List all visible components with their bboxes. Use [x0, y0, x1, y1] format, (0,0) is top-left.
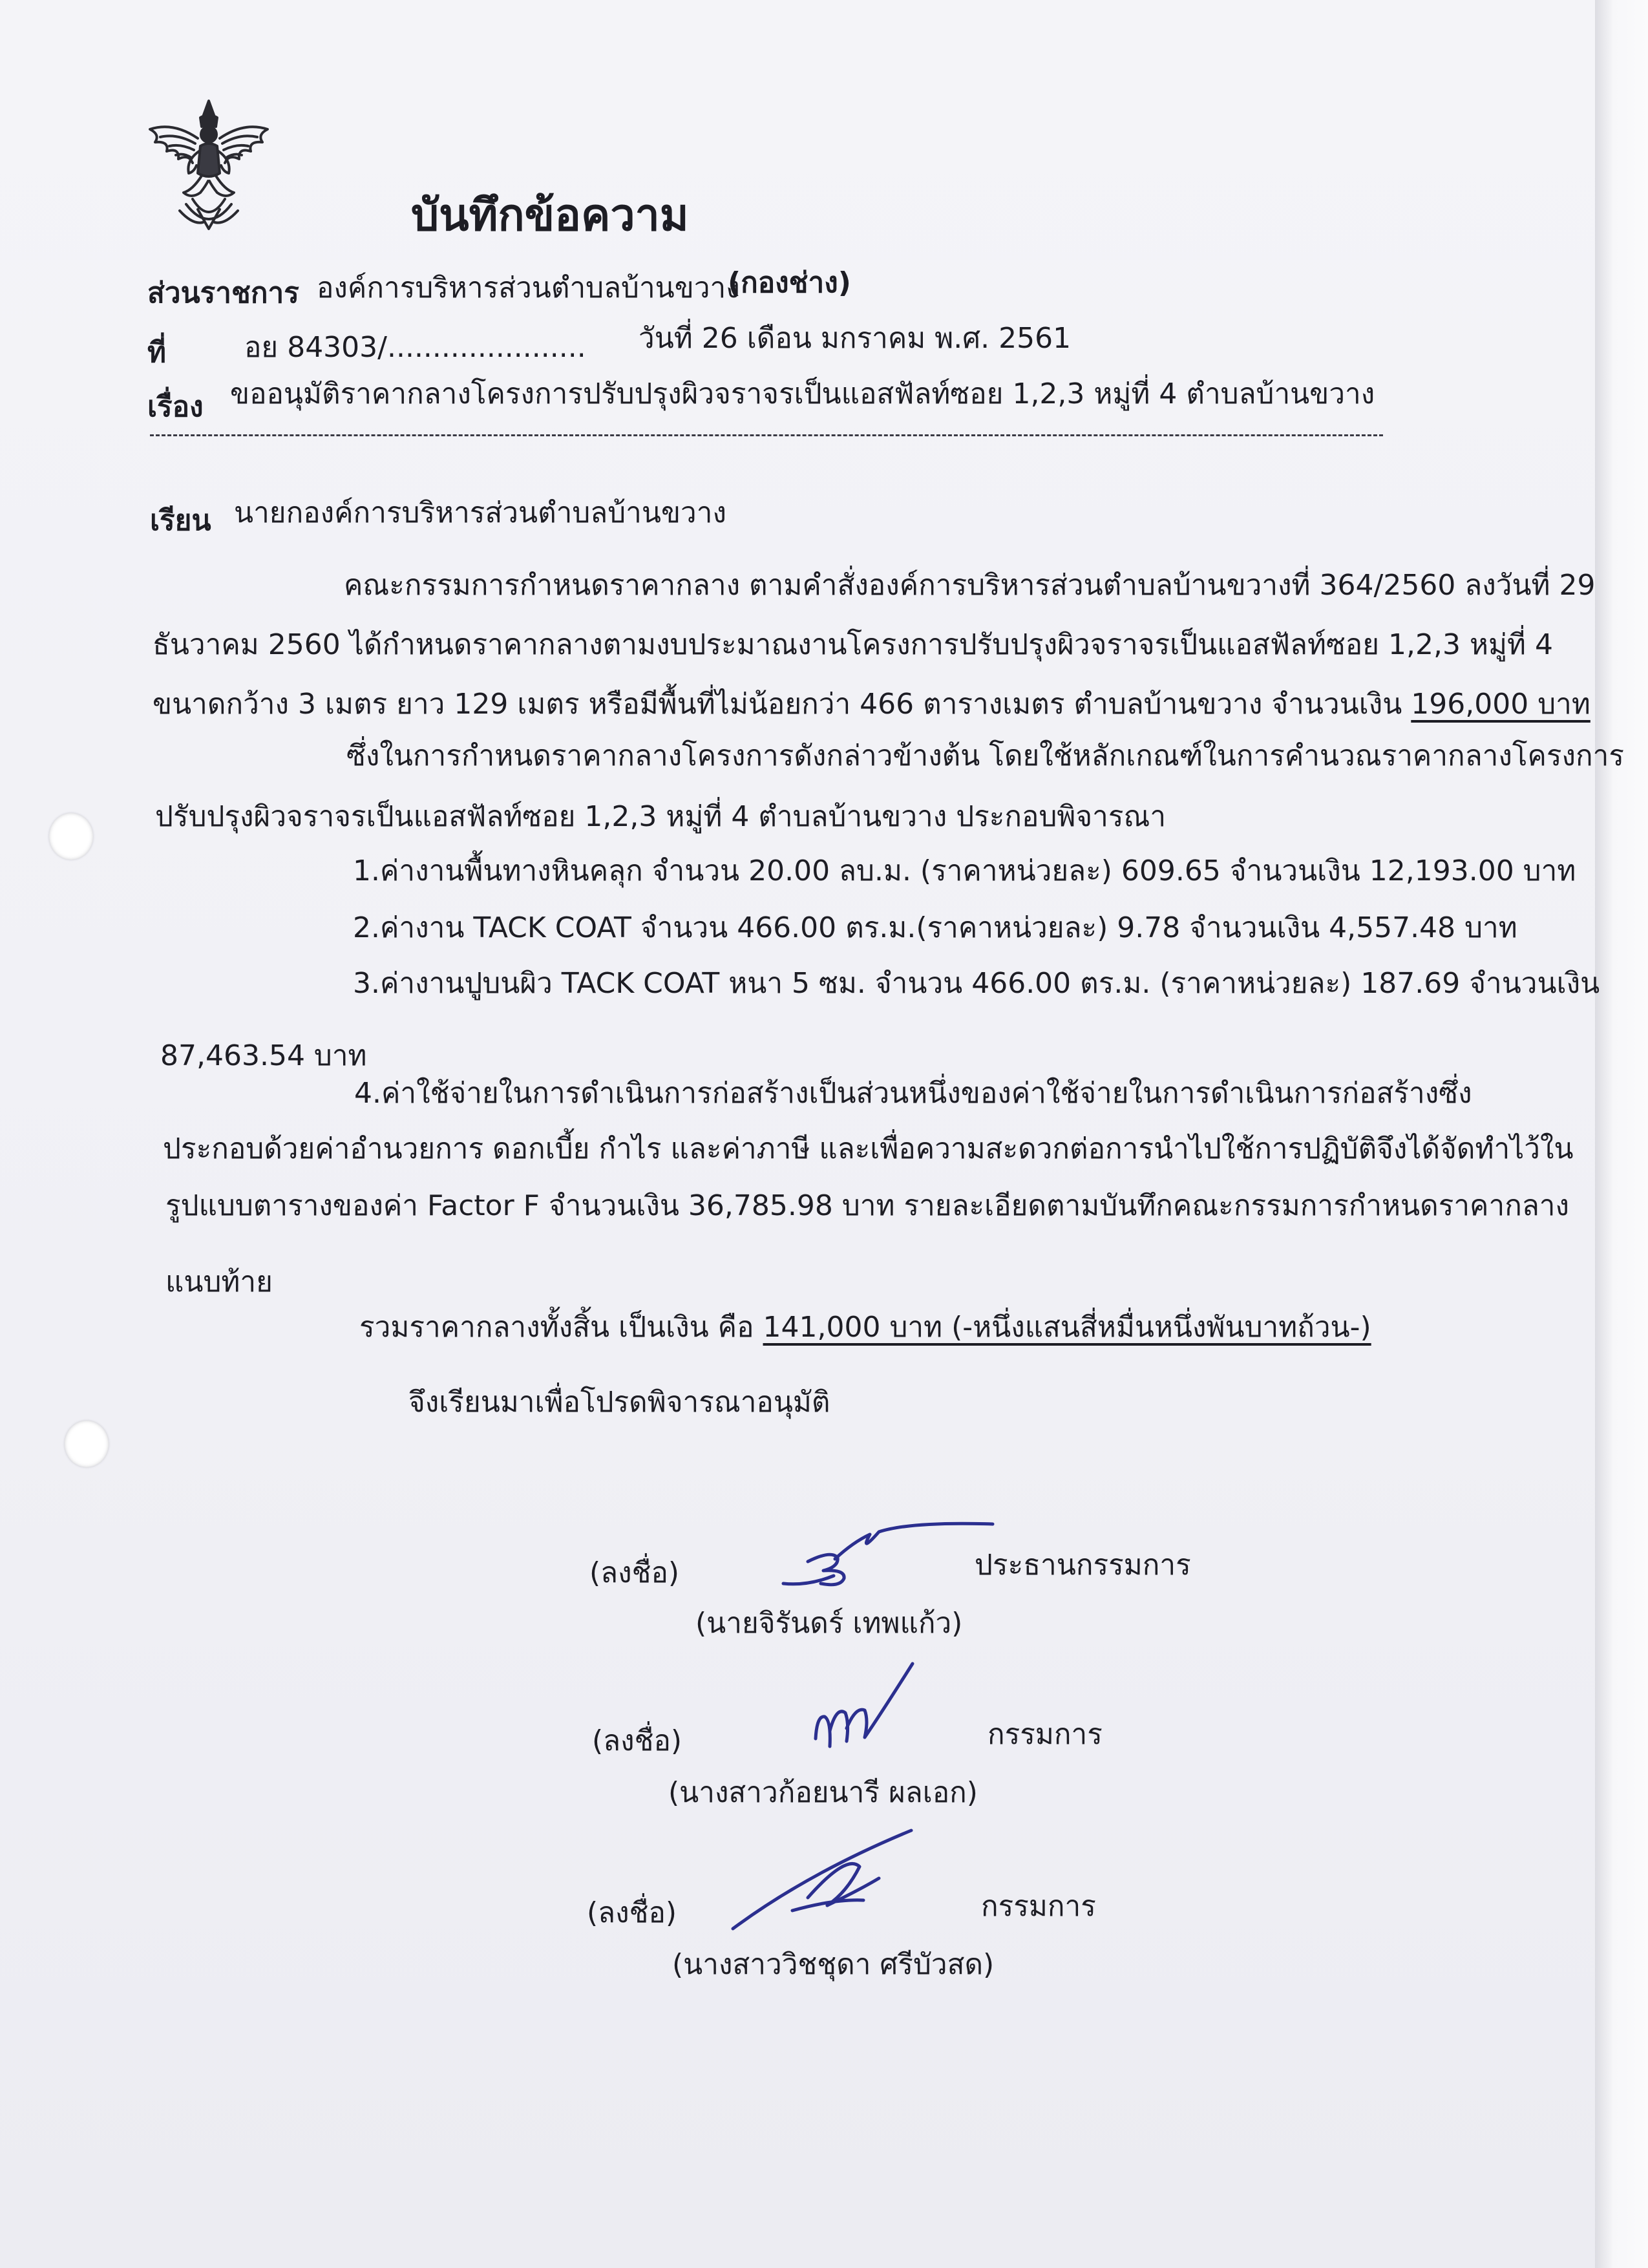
- cost-item-1: 1.ค่างานพื้นทางหินคลุก จำนวน 20.00 ลบ.ม. (ราคาหน่วยละ) 609.65 จำนวนเงิน 12,193.00 บาท: [353, 854, 1576, 887]
- reference-number: อย 84303/......................: [244, 331, 586, 364]
- punch-hole-bottom: [65, 1421, 109, 1467]
- department-value: องค์การบริหารส่วนตำบลบ้านขวาง: [317, 271, 740, 304]
- department-label: ส่วนราชการ: [147, 277, 299, 310]
- header-divider: [150, 434, 1383, 436]
- name-committee-2: (นางสาววิชชุดา ศรีบัวสด): [672, 1948, 995, 1981]
- memo-title: บันทึกข้อความ: [411, 190, 689, 241]
- department-unit: (กองช่าง): [728, 266, 851, 299]
- paragraph-2-line-1: ซึ่งในการกำหนดราคากลางโครงการดังกล่าวข้างต้น โดยใช้หลักเกณฑ์ในการคำนวณราคากลางโครงการ: [346, 739, 1625, 772]
- sign-label-2: (ลงชื่อ): [592, 1724, 682, 1757]
- total-label: รวมราคากลางทั้งสิ้น เป็นเงิน คือ: [359, 1311, 763, 1344]
- cost-item-3-line-2: 87,463.54 บาท: [160, 1039, 367, 1072]
- paragraph-2-line-2: ปรับปรุงผิวจราจรเป็นแอสฟัลท์ซอย 1,2,3 หมู่ที่ 4 ตำบลบ้านขวาง ประกอบพิจารณา: [155, 800, 1167, 833]
- paragraph-1-line-3: [153, 690, 1590, 719]
- signature-committee-2: [730, 1828, 914, 1931]
- salutation-recipient: นายกองค์การบริหารส่วนตำบลบ้านขวาง: [234, 496, 726, 529]
- sign-label-3: (ลงชื่อ): [587, 1896, 677, 1929]
- role-committee-2: กรรมการ: [981, 1890, 1096, 1923]
- memo-date: วันที่ 26 เดือน มกราคม พ.ศ. 2561: [639, 322, 1072, 355]
- role-committee-1: กรรมการ: [988, 1718, 1103, 1751]
- cost-item-4-line-3: รูปแบบตารางของค่า Factor F จำนวนเงิน 36,785.98 บาท รายละเอียดตามบันทึกคณะกรรมการกำหนดราคากลาง: [165, 1189, 1569, 1222]
- signature-chairman: [782, 1511, 995, 1590]
- reference-label: ที่: [147, 336, 167, 369]
- cost-item-4-line-1: 4.ค่าใช้จ่ายในการดำเนินการก่อสร้างเป็นส่วนหนึ่งของค่าใช้จ่ายในการดำเนินการก่อสร้างซึ่ง: [354, 1077, 1472, 1110]
- closing-text: จึงเรียนมาเพื่อโปรดพิจารณาอนุมัติ: [408, 1386, 830, 1419]
- signature-committee-1: [810, 1661, 915, 1757]
- cost-item-4-line-2: ประกอบด้วยค่าอำนวยการ ดอกเบี้ย กำไร และค่าภาษี และเพื่อความสะดวกต่อการนำไปใช้การปฏิบัติจึงได้จัดทำไว้ใน: [163, 1132, 1574, 1165]
- name-chairman: (นายจิรันดร์ เทพแก้ว): [695, 1607, 963, 1640]
- role-chairman: ประธานกรรมการ: [975, 1549, 1191, 1582]
- cost-item-4-line-4: แนบท้าย: [165, 1266, 273, 1298]
- budget-amount: 196,000 บาท: [1411, 688, 1590, 721]
- salutation-label: เรียน: [150, 504, 211, 537]
- name-committee-1: (นางสาวก้อยนารี ผลเอก): [668, 1776, 978, 1809]
- paragraph-1-line-2: ธันวาคม 2560 ได้กำหนดราคากลางตามงบประมาณงานโครงการปรับปรุงผิวจราจรเป็นแอสฟัลท์ซอย 1,2,3 หมู่ที่ 4: [153, 628, 1553, 661]
- cost-item-2: 2.ค่างาน TACK COAT จำนวน 466.00 ตร.ม.(ราคาหน่วยละ) 9.78 จำนวนเงิน 4,557.48 บาท: [353, 911, 1517, 944]
- garuda-emblem-icon: [141, 96, 277, 237]
- subject-value: ขออนุมัติราคากลางโครงการปรับปรุงผิวจราจรเป็นแอสฟัลท์ซอย 1,2,3 หมู่ที่ 4 ตำบลบ้านขวาง: [230, 377, 1375, 410]
- punch-hole-top: [49, 813, 93, 860]
- subject-label: เรื่อง: [147, 390, 204, 423]
- total-amount: 141,000 บาท (-หนึ่งแสนสี่หมื่นหนึ่งพันบาทถ้วน-): [763, 1311, 1371, 1344]
- page-edge: [1595, 0, 1648, 2268]
- paragraph-1-line-1: คณะกรรมการกำหนดราคากลาง ตามคำสั่งองค์การบริหารส่วนตำบลบ้านขวางที่ 364/2560 ลงวันที่ 29: [344, 569, 1596, 602]
- paragraph-1-text: ขนาดกว้าง 3 เมตร ยาว 129 เมตร หรือมีพื้นที่ไม่น้อยกว่า 466 ตารางเมตร ตำบลบ้านขวาง จำนวนเงิน: [153, 688, 1411, 721]
- cost-item-3-line-1: 3.ค่างานปูบนผิว TACK COAT หนา 5 ซม. จำนวน 466.00 ตร.ม. (ราคาหน่วยละ) 187.69 จำนวนเงิน: [353, 967, 1600, 1000]
- total-line: [359, 1313, 1371, 1342]
- sign-label-1: (ลงชื่อ): [589, 1556, 680, 1589]
